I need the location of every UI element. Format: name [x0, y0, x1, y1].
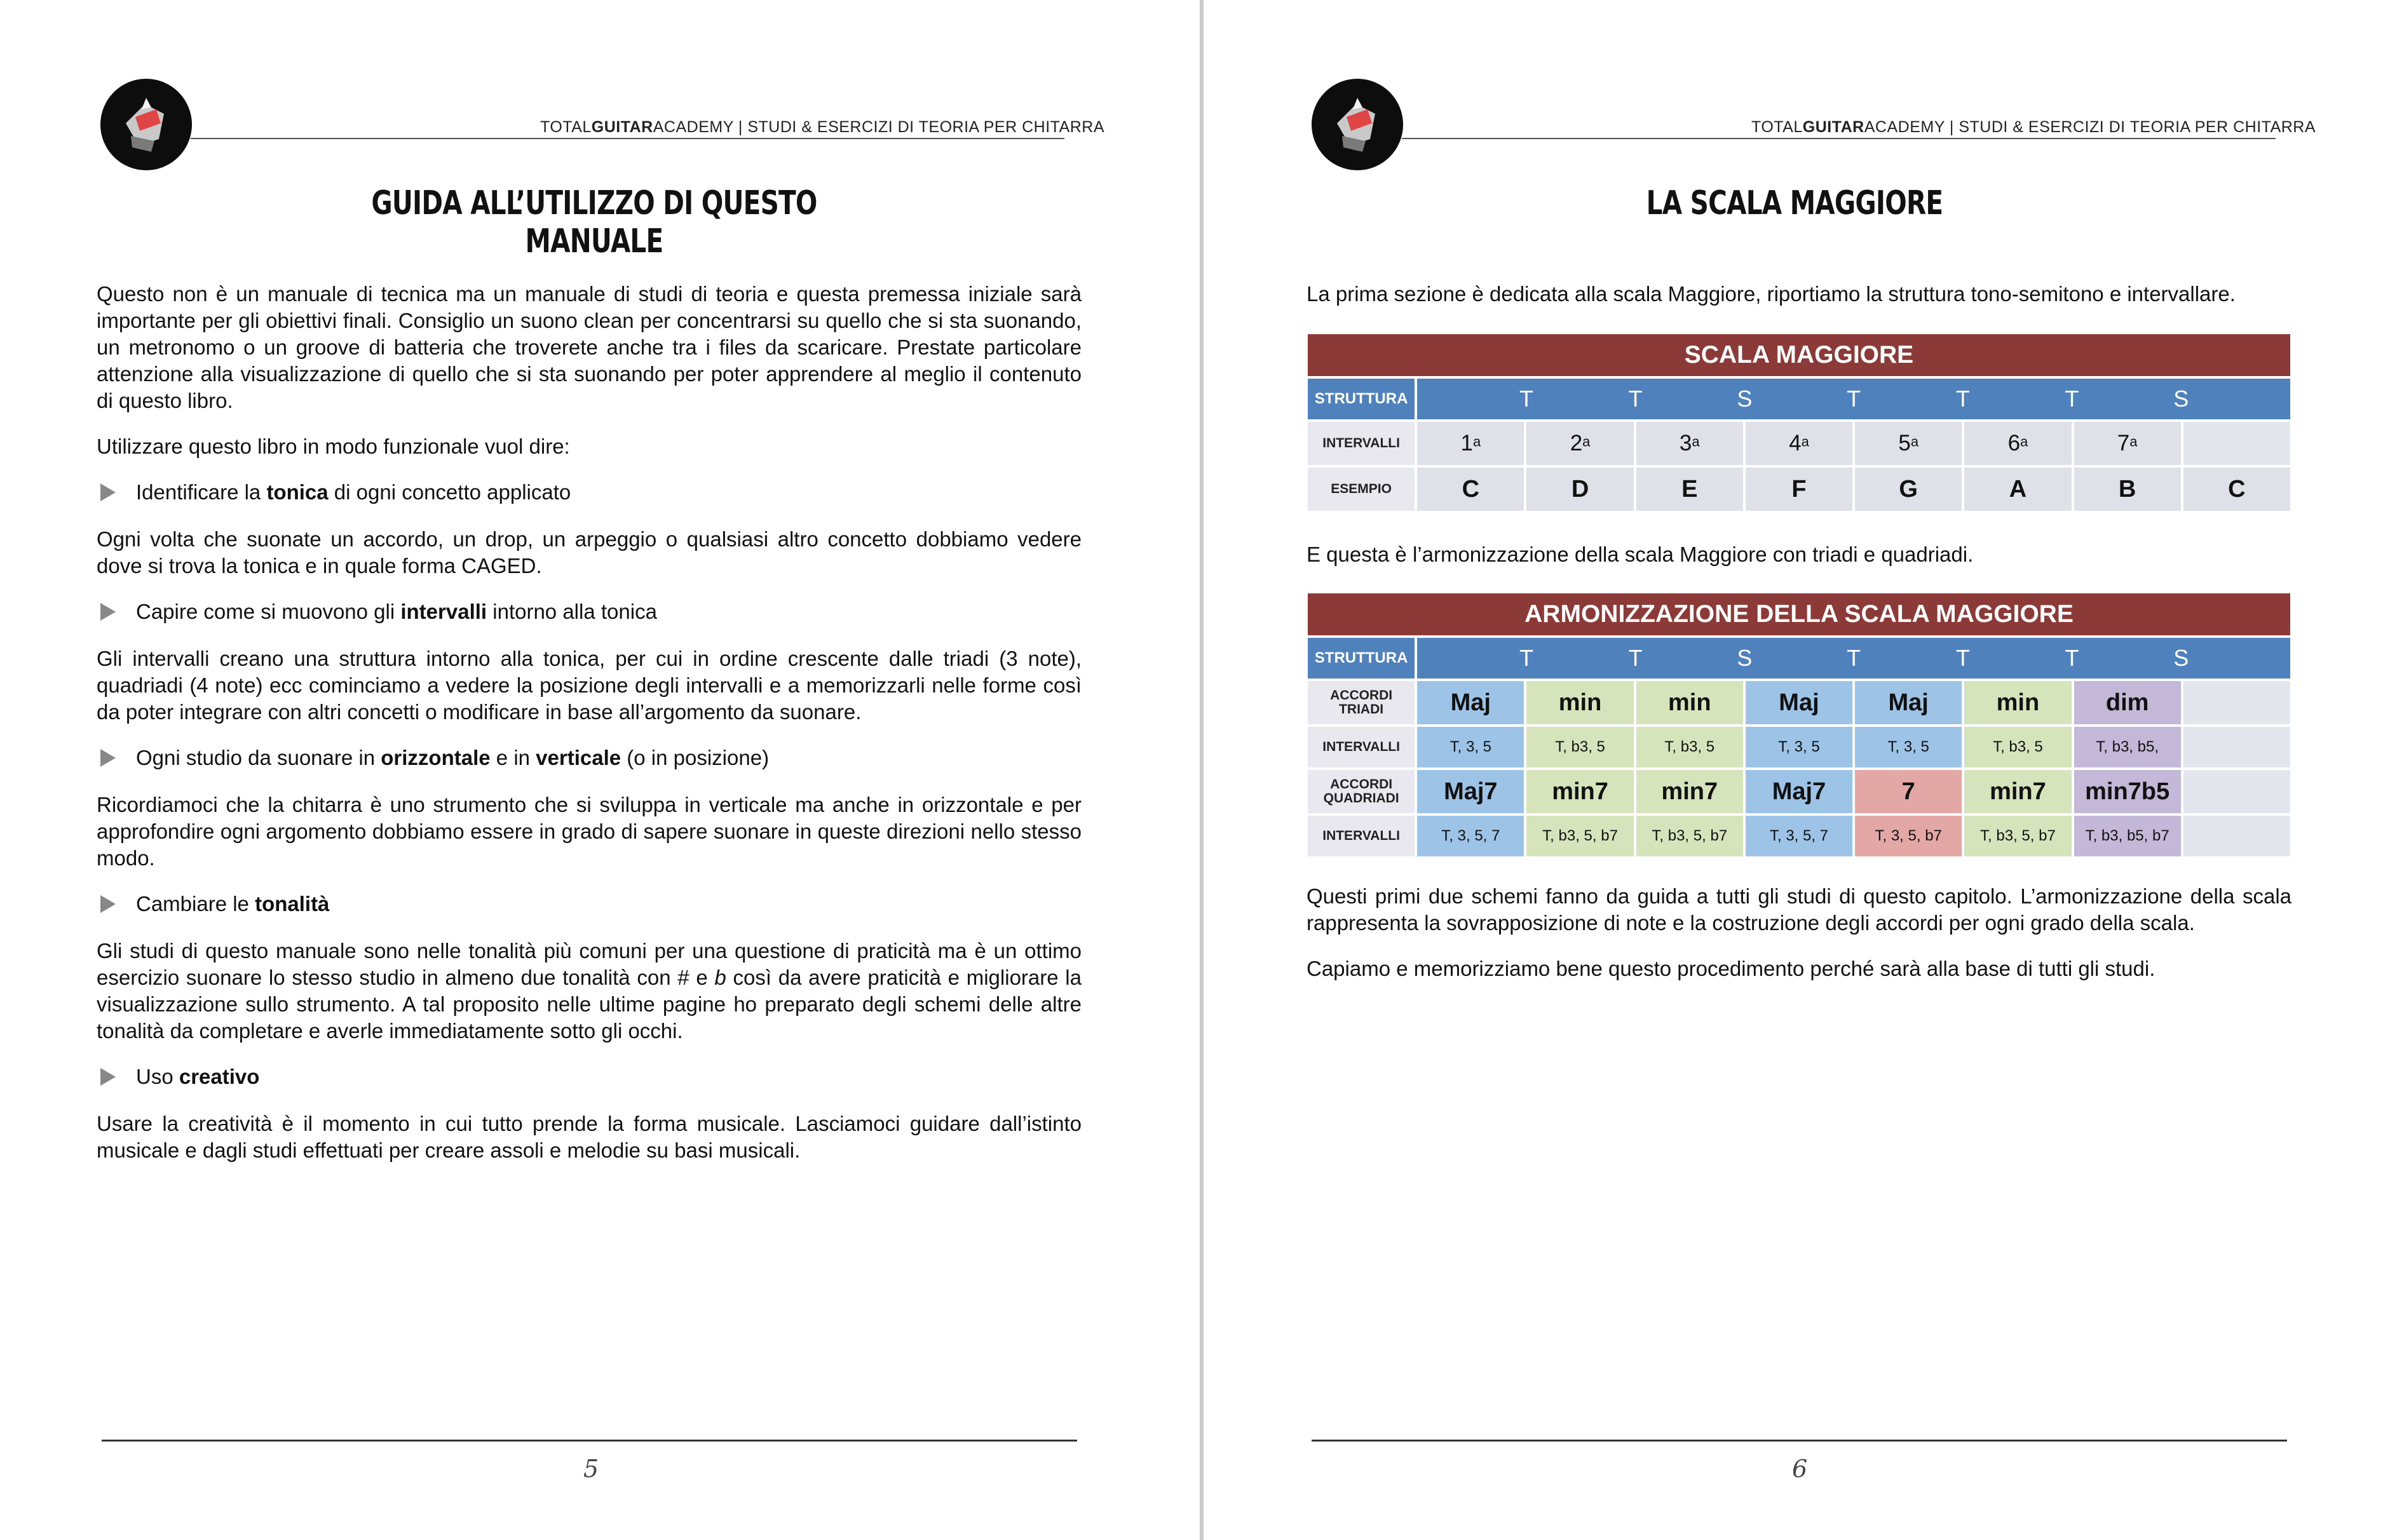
note-cell: B [2074, 468, 2181, 511]
row-label-intervalli: INTERVALLI [1308, 727, 1415, 767]
interval-cell: 2$^a$ [1526, 422, 1633, 465]
triangle-bullet-icon [100, 895, 116, 913]
row-label-intervalli: INTERVALLI [1308, 816, 1415, 856]
interval-cell: 1$^a$ [1417, 422, 1524, 465]
structure-band [1417, 379, 2290, 419]
step-label: S [2173, 645, 2189, 671]
triad-cell [2183, 681, 2290, 724]
triad-cell: Maj [1417, 681, 1524, 724]
triad-interval-cell: T, 3, 5 [1855, 727, 1962, 767]
step-label: T [1847, 645, 1861, 671]
note-cell: A [1964, 468, 2071, 511]
row-label-esempio: ESEMPIO [1308, 468, 1415, 511]
footer-rule [102, 1440, 1077, 1442]
step-label: S [1737, 645, 1753, 671]
row-label-struttura: STRUTTURA [1308, 379, 1415, 419]
triangle-bullet-icon [100, 603, 116, 621]
header-rule [1402, 138, 2276, 139]
note-cell: C [2183, 468, 2290, 511]
bullet-item: Uso creativo [97, 1064, 1082, 1090]
paragraph: Utilizzare questo libro in modo funzionale vuol dire: [97, 435, 570, 458]
page-right [1204, 0, 2383, 1540]
tetrad-cell: min7 [1964, 770, 2071, 813]
paragraph: Questo non è un manuale di tecnica ma un manuale di studi di teoria e questa premessa iniziale sarà importante per gli obiettivi finali. Consiglio un suono clean per concentrarsi su quello che si sta suonando, un metronomo o un groove di batteria che troverete anche tra i files da scaricare. Prestate particolare attenzione alla visualizzazione di quello che si sta suonando per poter apprendere al meglio il contenuto di questo libro. [97, 282, 1082, 412]
structure-band [1417, 638, 2290, 679]
tetrad-interval-cell: T, 3, 5, b7 [1855, 816, 1962, 856]
paragraph: Gli studi di questo manuale sono nelle tonalità più comuni per una questione di praticità ma è un ottimo esercizio suonare lo stesso studio in almeno due tonalità con # e b così da avere praticità e migliorare la visualizzazione sullo strumento. A tal proposito nelle ultime pagine ho preparato degli schemi delle altre tonalità da completare e averle immediatamente sotto gli occhi. [97, 939, 1082, 1043]
table-title: ARMONIZZAZIONE DELLA SCALA MAGGIORE [1308, 593, 2290, 635]
step-label: T [2065, 645, 2079, 671]
tetrad-cell: 7 [1855, 770, 1962, 813]
row-label-intervalli: INTERVALLI [1308, 422, 1415, 465]
triad-interval-cell: T, 3, 5 [1417, 727, 1524, 767]
triad-interval-cell: T, b3, 5 [1636, 727, 1743, 767]
triangle-bullet-icon [100, 483, 116, 501]
step-label: S [2173, 386, 2189, 412]
tetrad-interval-cell: T, b3, 5, b7 [1526, 816, 1633, 856]
tetrad-interval-cell [2183, 816, 2290, 856]
interval-cell: 4$^a$ [1746, 422, 1852, 465]
paragraph: Ricordiamoci che la chitarra è uno strumento che si sviluppa in verticale ma anche in orizzontale e per approfondire ogni argomento dobbiamo essere in grado di sapere suonare in queste direzioni nello stesso modo. [97, 793, 1082, 870]
triangle-bullet-icon [100, 1068, 116, 1086]
row-label-accordi-triadi: ACCORDI TRIADI [1308, 681, 1415, 724]
paragraph: Ogni volta che suonate un accordo, un drop, un arpeggio o qualsiasi altro concetto dobbiamo vedere dove si trova la tonica e in quale forma CAGED. [97, 527, 1082, 578]
header-brand: TOTALGUITARACADEMY | STUDI & ESERCIZI DI TEORIA PER CHITARRA [1751, 118, 2316, 136]
step-label: T [1628, 645, 1643, 671]
bullet-item: Cambiare le tonalità [97, 891, 1082, 917]
bullet-item: Capire come si muovono gli intervalli intorno alla tonica [97, 598, 1082, 625]
footer-rule [1312, 1440, 2287, 1442]
tetrad-interval-cell: T, 3, 5, 7 [1746, 816, 1852, 856]
tetrad-cell [2183, 770, 2290, 813]
row-label-struttura: STRUTTURA [1308, 638, 1415, 679]
triad-interval-cell: T, b3, 5 [1964, 727, 2071, 767]
middle-paragraph: E questa è l’armonizzazione della scala Maggiore con triadi e quadriadi. [1307, 543, 1974, 566]
note-cell: E [1636, 468, 1743, 511]
triad-cell: min [1964, 681, 2071, 724]
scale-table [1305, 332, 2293, 513]
tetrad-interval-cell: T, b3, 5, b7 [1964, 816, 2071, 856]
step-label: T [1847, 386, 1861, 412]
closing-text [1307, 883, 2291, 1001]
interval-cell: 3$^a$ [1636, 422, 1743, 465]
body-content [97, 281, 1082, 1183]
academy-logo [100, 79, 192, 170]
step-label: T [1955, 386, 1970, 412]
note-cell: C [1417, 468, 1524, 511]
paragraph: Usare la creatività è il momento in cui tutto prende la forma musicale. Lasciamoci guidare dall’istinto musicale e dagli studi effettuati per creare assoli e melodie su basi musicali. [97, 1112, 1082, 1162]
step-label: T [1955, 645, 1970, 671]
tetrad-cell: min7 [1526, 770, 1633, 813]
tetrad-cell: Maj7 [1746, 770, 1852, 813]
note-cell: G [1855, 468, 1962, 511]
note-cell: F [1746, 468, 1852, 511]
interval-cell: 6$^a$ [1964, 422, 2071, 465]
tetrad-interval-cell: T, 3, 5, 7 [1417, 816, 1524, 856]
page-number: 6 [1792, 1455, 1808, 1483]
step-label: T [1519, 386, 1533, 412]
harmonization-table [1305, 591, 2293, 859]
triad-cell: min [1526, 681, 1633, 724]
page-title: GUIDA ALL’UTILIZZO DI QUESTO MANUALE [371, 184, 817, 260]
table-title: SCALA MAGGIORE [1308, 334, 2290, 376]
tetrad-cell: Maj7 [1417, 770, 1524, 813]
page-title: LA SCALA MAGGIORE [1646, 184, 1943, 222]
step-label: T [2065, 386, 2079, 412]
bullet-item: Ogni studio da suonare in orizzontale e in verticale (o in posizione) [97, 745, 1082, 771]
interval-cell: 5$^a$ [1855, 422, 1962, 465]
row-label-accordi-quadriadi: ACCORDI QUADRIADI [1308, 770, 1415, 813]
triad-cell: Maj [1746, 681, 1852, 724]
interval-cell: 7$^a$ [2074, 422, 2181, 465]
step-label: S [1737, 386, 1753, 412]
tetrad-interval-cell: T, b3, b5, b7 [2074, 816, 2181, 856]
triad-interval-cell: T, b3, b5, [2074, 727, 2181, 767]
paragraph: Gli intervalli creano una struttura intorno alla tonica, per cui in ordine crescente dalle triadi (3 note), quadriadi (4 note) ecc cominciamo a vedere la posizione degli intervalli e a memorizzarli nelle forme così da poter integrare con altri concetti o modificare in base all’argomento da suonare. [97, 647, 1082, 724]
intro-paragraph: La prima sezione è dedicata alla scala Maggiore, riportiamo la struttura tono-semitono e intervallare. [1307, 282, 2236, 306]
step-label: T [1628, 386, 1643, 412]
triad-interval-cell: T, 3, 5 [1746, 727, 1852, 767]
triad-cell: dim [2074, 681, 2181, 724]
header-brand: TOTALGUITARACADEMY | STUDI & ESERCIZI DI TEORIA PER CHITARRA [540, 118, 1105, 136]
step-label: T [1519, 645, 1533, 671]
triad-cell: min [1636, 681, 1743, 724]
interval-cell [2183, 422, 2290, 465]
note-cell: D [1526, 468, 1633, 511]
header-rule [191, 138, 1064, 139]
bullet-item: Identificare la tonica di ogni concetto applicato [97, 479, 1082, 506]
paragraph: Questi primi due schemi fanno da guida a tutti gli studi di questo capitolo. L’armonizzazione della scala rappresenta la sovrapposizione di note e la costruzione degli accordi per ogni grado della scala. [1307, 884, 2291, 935]
triad-interval-cell [2183, 727, 2290, 767]
triangle-bullet-icon [100, 749, 116, 767]
tetrad-cell: min7b5 [2074, 770, 2181, 813]
triad-cell: Maj [1855, 681, 1962, 724]
triad-interval-cell: T, b3, 5 [1526, 727, 1633, 767]
paragraph: Capiamo e memorizziamo bene questo procedimento perché sarà alla base di tutti gli studi. [1307, 957, 2156, 980]
tetrad-interval-cell: T, b3, 5, b7 [1636, 816, 1743, 856]
page-number: 5 [583, 1455, 599, 1483]
tetrad-cell: min7 [1636, 770, 1743, 813]
academy-logo [1312, 79, 1403, 170]
